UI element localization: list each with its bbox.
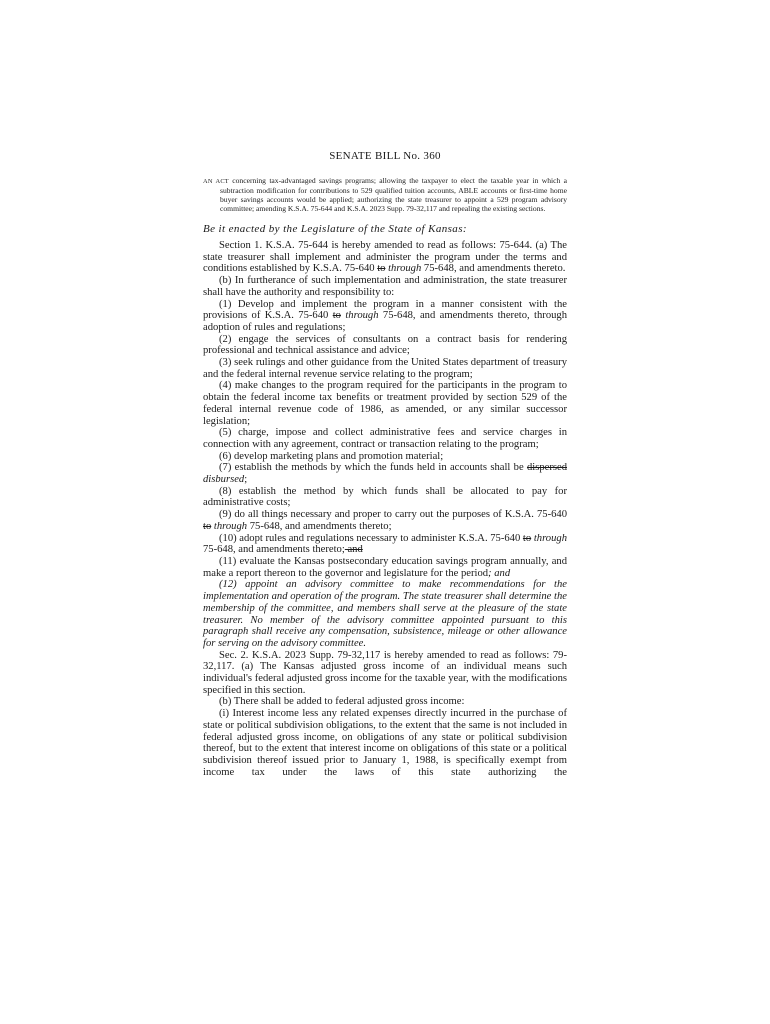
deleted-text: to (522, 532, 532, 544)
item-11 (203, 556, 567, 579)
act-title (203, 176, 567, 213)
inserted-text: disbursed (203, 474, 245, 486)
section-2-paragraph-b: (b) There shall be added to federal adjusted gross income: (219, 696, 465, 708)
item-12-inserted (203, 579, 567, 649)
item-8: (8) establish the method by which funds shall be allocated to pay for administrative costs; (203, 485, 567, 509)
deleted-text: to (377, 263, 386, 275)
inserted-text: ; and (488, 567, 511, 579)
act-lead: AN ACT (203, 178, 229, 185)
inserted-text: through (388, 263, 422, 275)
text: 75-648, and amendments thereto; (247, 520, 392, 532)
deleted-text: to (203, 520, 212, 532)
item-1 (203, 299, 567, 334)
inserted-text: through (533, 532, 567, 544)
section-2-paragraph-a: Sec. 2. K.S.A. 2023 Supp. 79-32,117 is hereby amended to read as follows: 79-32,117. (a) The Kansas adjusted gross income of an individual means such individual's federal adjusted gross income for the taxable year, with the modifications specified in this section. (203, 649, 567, 696)
text: 75-648, and amendments thereto; (203, 544, 345, 556)
text: 75-648, and amendments thereto. (421, 263, 566, 275)
section-2-item-i: (i) Interest income less any related expenses directly incurred in the purchase of state or political subdivision obligations, to the extent that the same is not included in federal adjusted gross income, on obligations of any state or political subdivision thereof, but to the extent that interest income on obligations of this state or a political subdivision thereof issued prior to January 1, 1988, is specifically exempt from income tax under the laws of this state authorizing the (203, 708, 567, 778)
inserted-text: through (213, 520, 248, 532)
act-text: concerning tax-advantaged savings programs; allowing the taxpayer to elect the taxable year in which a subtraction modification for contributions to 529 qualified tuition accounts, ABLE accounts or first-time home buyer savings accounts would be applied; authorizing the state treasurer to appoint a 529 program advisory committee; amending K.S.A. 75-644 and K.S.A. 2023 Supp. 79-32,117 and repealing the existing sections. (220, 176, 567, 213)
item-9 (203, 509, 567, 532)
deleted-text: to (332, 310, 341, 322)
deleted-text: dispersed (526, 462, 567, 474)
item-10 (203, 533, 567, 556)
text: (1) Develop and implement the program in a manner consistent with the provisions of K.S.A. 75-640 (203, 298, 567, 322)
deleted-text: and (344, 544, 363, 556)
inserted-text: through (345, 310, 379, 322)
section-1-paragraph-b: (b) In furtherance of such implementation and administration, the state treasurer shall have the authority and responsibility to: (203, 275, 567, 298)
inserted-text: (12) appoint an advisory committee to make recommendations for the implementation and operation of the program. The state treasurer shall determine the membership of the committee, and members shall serve at the pleasure of the state treasurer. No member of the advisory committee appointed pursuant to this paragraph shall receive any compensation, subsistence, mileage or other allowance for serving on the advisory committee. (203, 579, 567, 649)
text: Section 1. K.S.A. 75-644 is hereby amended to read as follows: 75-644. (a) The state treasurer shall implement and administer the program under the terms and conditions established by K.S.A. 75-640 (203, 240, 567, 275)
text: 75-648, and amendments thereto, through adoption of rules and regulations; (203, 310, 568, 333)
item-5: (5) charge, impose and collect administrative fees and service charges in connection with any agreement, contract or transaction relating to the program; (203, 427, 567, 450)
text: (10) adopt rules and regulations necessary to administer K.S.A. 75-640 (219, 532, 523, 544)
item-6: (6) develop marketing plans and promotion material; (219, 450, 444, 462)
section-1-paragraph-a (203, 240, 567, 275)
item-4: (4) make changes to the program required for the participants in the program to obtain the federal income tax benefits or treatment provided by section 529 of the federal internal revenue code of 1986, as amended, or any similar successor legislation; (203, 380, 567, 427)
text: (7) establish the methods by which the funds held in accounts shall be (219, 462, 527, 474)
document-page (203, 150, 567, 778)
item-7 (203, 462, 567, 485)
item-3: (3) seek rulings and other guidance from the United States department of treasury and the federal internal revenue service relating to the program; (203, 357, 567, 380)
bill-title: SENATE BILL No. 360 (329, 150, 441, 162)
text: (11) evaluate the Kansas postsecondary education savings program annually, and make a report thereon to the governor and legislature for the period (203, 555, 567, 579)
item-2: (2) engage the services of consultants on a contract basis for rendering professional and technical assistance and advice; (203, 333, 567, 357)
enacting-clause: Be it enacted by the Legislature of the State of Kansas: (203, 223, 467, 235)
text: ; (244, 474, 248, 486)
text: (9) do all things necessary and proper to carry out the purposes of K.S.A. 75-640 (219, 509, 567, 521)
